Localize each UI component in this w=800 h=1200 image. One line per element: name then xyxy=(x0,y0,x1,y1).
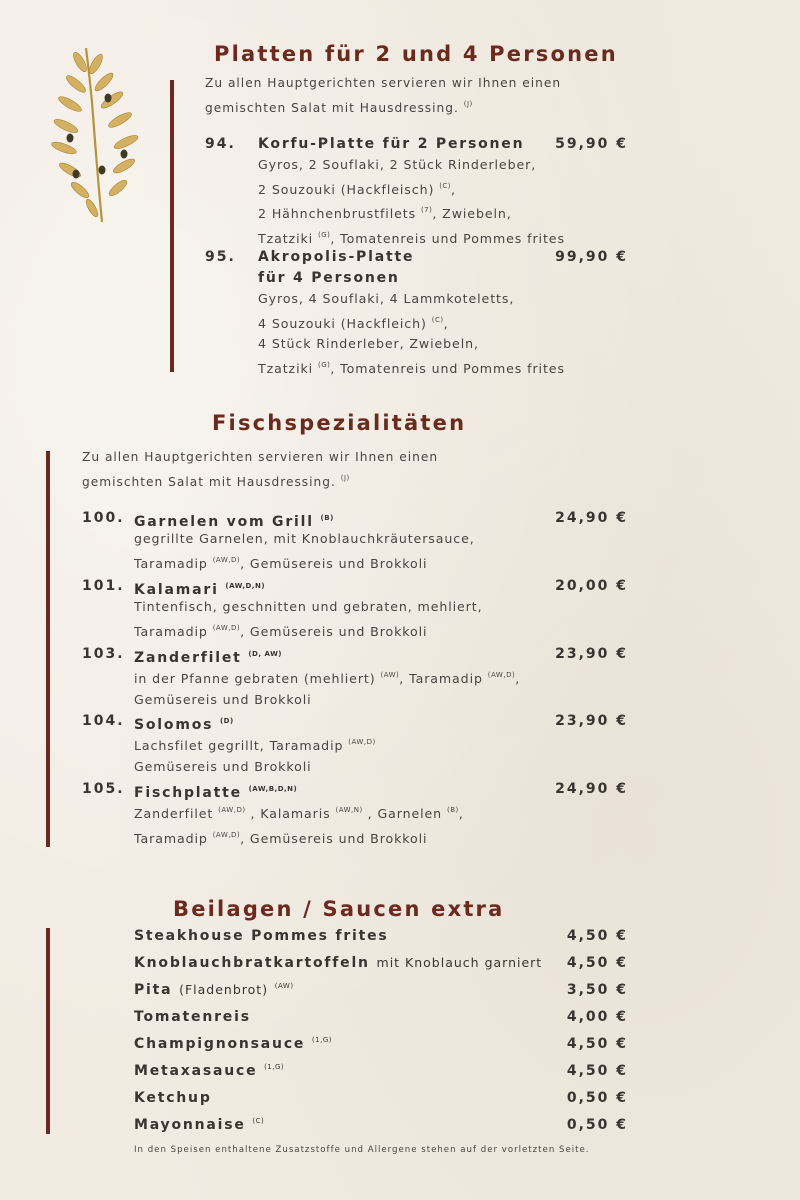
item-description: gegrillte Garnelen, mit Knoblauchkräutersauce, Taramadip $^{(AW,D)}$, Gemüsereis und Brokkoli xyxy=(134,531,475,571)
item-price: 23,90 € xyxy=(555,713,628,729)
item-price: 24,90 € xyxy=(555,510,628,526)
side-item-price: 4,50 € xyxy=(566,955,628,971)
section-accent-bar xyxy=(46,451,50,847)
side-item-name: Metaxasauce $^{(1,G)}$ xyxy=(134,1063,285,1079)
item-description: Tintenfisch, geschnitten und gebraten, mehliert, Taramadip $^{(AW,D)}$, Gemüsereis und Brokkoli xyxy=(134,599,483,639)
item-price: 23,90 € xyxy=(555,646,628,662)
section-title-fisch: Fischspezialitäten xyxy=(212,411,467,435)
item-name: Zanderfilet $^{(D, AW)}$ xyxy=(134,650,282,666)
side-item-name: Steakhouse Pommes frites xyxy=(134,928,389,944)
section-accent-bar xyxy=(46,928,50,1134)
side-item-price: 4,00 € xyxy=(566,1009,628,1025)
item-number: 103. xyxy=(82,646,125,662)
item-description: in der Pfanne gebraten (mehliert) $^{(AW)}$, Taramadip $^{(AW,D)}$, Gemüsereis und Brokkoli xyxy=(134,671,521,707)
side-item-name: Tomatenreis xyxy=(134,1009,251,1025)
item-description: Gyros, 2 Souflaki, 2 Stück Rinderleber, 2 Souzouki (Hackfleisch) $^{(C)}$, 2 Hähnchenbrustfilets $^{(7)}$, Zwiebeln, Tzatziki $^{(G)}$, Tomatenreis und Pommes frites xyxy=(258,157,565,246)
item-name: Solomos $^{(D)}$ xyxy=(134,717,234,733)
item-name: Kalamari $^{(AW,D,N)}$ xyxy=(134,582,266,598)
side-item-name: Pita (Fladenbrot) $^{(AW)}$ xyxy=(134,982,294,998)
item-price: 99,90 € xyxy=(555,249,628,265)
side-item-price: 0,50 € xyxy=(566,1090,628,1106)
item-description: Gyros, 4 Souflaki, 4 Lammkoteletts, 4 Souzouki (Hackfleich) $^{(C)}$, 4 Stück Rinderleber, Zwiebeln, Tzatziki $^{(G)}$, Tomatenreis und Pommes frites xyxy=(258,291,565,376)
item-price: 59,90 € xyxy=(555,136,628,152)
side-item-price: 4,50 € xyxy=(566,1063,628,1079)
side-item-name: Ketchup xyxy=(134,1090,212,1106)
item-name: Fischplatte $^{(AW,B,D,N)}$ xyxy=(134,785,298,801)
item-number: 100. xyxy=(82,510,125,526)
side-item-price: 4,50 € xyxy=(566,928,628,944)
item-number: 105. xyxy=(82,781,125,797)
item-number: 101. xyxy=(82,578,125,594)
item-number: 95. xyxy=(205,249,236,265)
item-name: Garnelen vom Grill $^{(B)}$ xyxy=(134,514,334,530)
allergen-footnote: In den Speisen enthaltene Zusatzstoffe und Allergene stehen auf der vorletzten Seite. xyxy=(134,1145,590,1155)
item-description: Lachsfilet gegrillt, Taramadip $^{(AW,D)}$ Gemüsereis und Brokkoli xyxy=(134,738,376,774)
item-number: 104. xyxy=(82,713,125,729)
side-item-price: 3,50 € xyxy=(566,982,628,998)
item-price: 24,90 € xyxy=(555,781,628,797)
item-price: 20,00 € xyxy=(555,578,628,594)
side-item-price: 4,50 € xyxy=(566,1036,628,1052)
item-description: Zanderfilet $^{(AW,D)}$ , Kalamaris $^{(AW,N)}$ , Garnelen $^{(B)}$, Taramadip $^{(AW,D)}$, Gemüsereis und Brokkoli xyxy=(134,806,464,846)
intro-text: Zu allen Hauptgerichten servieren wir Ihnen einen gemischten Salat mit Hausdressing. $^{(J)}$ xyxy=(82,450,439,489)
section-title-beilagen: Beilagen / Saucen extra xyxy=(173,897,505,921)
section-title-platten: Platten für 2 und 4 Personen xyxy=(214,42,618,66)
item-name: Korfu-Platte für 2 Personen xyxy=(258,136,525,152)
intro-text: Zu allen Hauptgerichten servieren wir Ihnen einen gemischten Salat mit Hausdressing. $^{(J)}$ xyxy=(205,76,562,115)
side-item-name: Knoblauchbratkartoffeln mit Knoblauch garniert xyxy=(134,955,543,971)
side-item-price: 0,50 € xyxy=(566,1117,628,1133)
item-number: 94. xyxy=(205,136,236,152)
item-name: Akropolis-Platte für 4 Personen xyxy=(258,249,415,286)
olive-branch-icon xyxy=(40,42,150,227)
section-accent-bar xyxy=(170,80,174,372)
side-item-name: Mayonnaise $^{(C)}$ xyxy=(134,1117,265,1133)
side-item-name: Champignonsauce $^{(1,G)}$ xyxy=(134,1036,332,1052)
